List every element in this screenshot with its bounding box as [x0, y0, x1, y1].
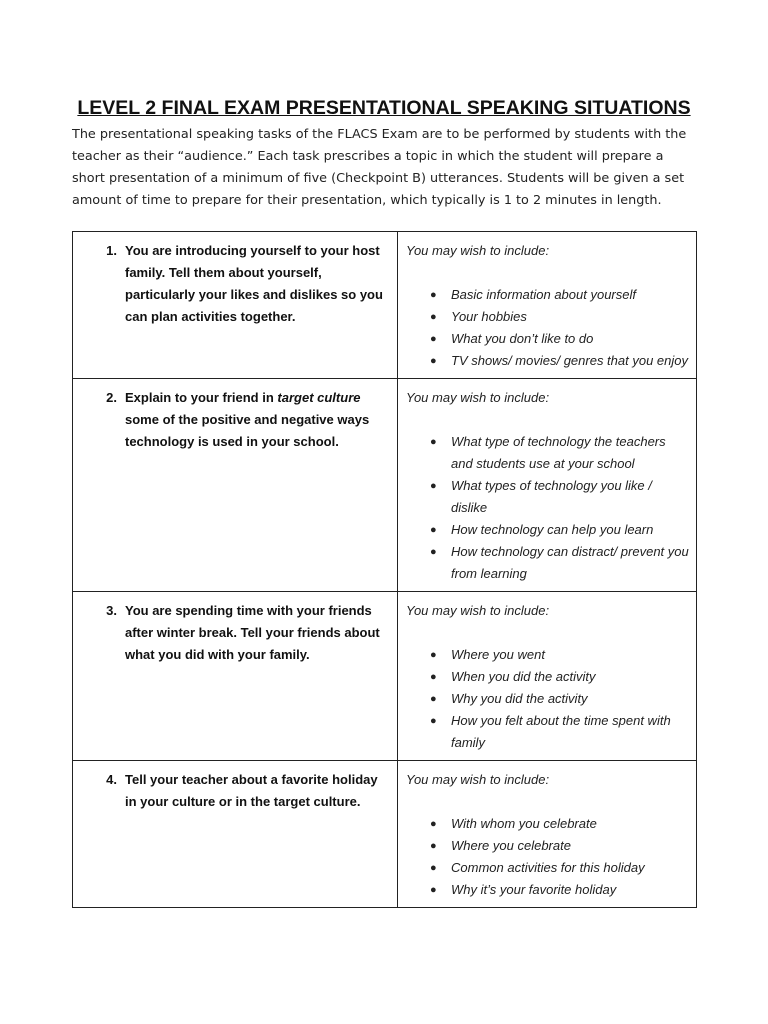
list-item: [406, 813, 690, 835]
include-cell: [398, 232, 697, 379]
bullet-icon: ●: [430, 333, 437, 345]
bullet-icon: ●: [430, 884, 437, 896]
bullet-icon: ●: [430, 311, 437, 323]
list-item: [406, 666, 690, 688]
task-cell: [73, 592, 398, 761]
task-number: 1.: [106, 243, 117, 258]
bullet-icon: ●: [430, 818, 437, 830]
list-item: [406, 541, 690, 585]
list-item: [406, 328, 690, 350]
list-item: [406, 644, 690, 666]
task-text-part: You are introducing yourself to your host family. Tell them about yourself, particularly your likes and dislikes so you can plan activities together.: [125, 243, 383, 324]
list-item: [406, 306, 690, 328]
task-text: [125, 769, 391, 813]
bullet-icon: ●: [430, 862, 437, 874]
include-cell: [398, 761, 697, 908]
suggestion-text: Why it’s your favorite holiday: [451, 882, 617, 897]
suggestion-text: Common activities for this holiday: [451, 860, 645, 875]
suggestion-text: When you did the activity: [451, 669, 596, 684]
suggestion-text: How technology can help you learn: [451, 522, 654, 537]
bullet-icon: ●: [430, 355, 437, 367]
intro-paragraph: The presentational speaking tasks of the FLACS Exam are to be performed by students with the teacher as their “audience.” Each task prescribes a topic in which the student will prepare a short presentation of a minimum of five (Checkpoint B) utterances. Students will be given a set amount of time to prepare for their presentation, which typically is 1 to 2 minutes in length.: [72, 127, 687, 208]
bullet-icon: ●: [430, 289, 437, 301]
table-row: [73, 379, 697, 592]
tasks-table: [72, 231, 697, 908]
bullet-icon: ●: [430, 715, 437, 727]
list-item: [406, 857, 690, 879]
suggestion-list: [406, 644, 690, 754]
task-cell: [73, 232, 398, 379]
bullet-icon: ●: [430, 546, 437, 558]
bullet-icon: ●: [430, 480, 437, 492]
list-item: [406, 284, 690, 306]
include-label: You may wish to include:: [406, 243, 550, 258]
bullet-icon: ●: [430, 524, 437, 536]
page-title: LEVEL 2 FINAL EXAM PRESENTATIONAL SPEAKING SITUATIONS: [77, 97, 691, 119]
task-text-part: some of the positive and negative ways technology is used in your school.: [125, 412, 370, 449]
task-number: 2.: [106, 390, 117, 405]
task-number: 3.: [106, 603, 117, 618]
task-prompt: [81, 240, 391, 328]
task-text-part: Explain to your friend in: [125, 390, 278, 405]
suggestion-text: What types of technology you like / dislike: [451, 478, 652, 515]
suggestion-text: Your hobbies: [451, 309, 527, 324]
suggestion-text: Where you celebrate: [451, 838, 571, 853]
task-text-part: Tell your teacher about a favorite holiday in your culture or in the target culture.: [125, 772, 378, 809]
task-text: [125, 240, 391, 328]
suggestion-text: How technology can distract/ prevent you from learning: [451, 544, 689, 581]
list-item: [406, 835, 690, 857]
suggestion-text: How you felt about the time spent with family: [451, 713, 671, 750]
task-text: [125, 600, 391, 666]
bullet-icon: ●: [430, 840, 437, 852]
bullet-icon: ●: [430, 436, 437, 448]
suggestion-text: Basic information about yourself: [451, 287, 636, 302]
include-label: You may wish to include:: [406, 772, 550, 787]
include-cell: [398, 592, 697, 761]
include-label: You may wish to include:: [406, 603, 550, 618]
suggestion-list: [406, 431, 690, 585]
include-cell: [398, 379, 697, 592]
bullet-icon: ●: [430, 671, 437, 683]
suggestion-text: What type of technology the teachers and students use at your school: [451, 434, 666, 471]
suggestion-text: What you don’t like to do: [451, 331, 594, 346]
suggestion-list: [406, 284, 690, 372]
list-item: [406, 431, 690, 475]
list-item: [406, 350, 690, 372]
table-row: [73, 592, 697, 761]
list-item: [406, 710, 690, 754]
bullet-icon: ●: [430, 693, 437, 705]
task-cell: [73, 379, 398, 592]
task-number: 4.: [106, 772, 117, 787]
task-text: [125, 387, 391, 453]
table-row: [73, 232, 697, 379]
include-label: You may wish to include:: [406, 390, 550, 405]
suggestion-list: [406, 813, 690, 901]
suggestion-text: With whom you celebrate: [451, 816, 597, 831]
suggestion-text: TV shows/ movies/ genres that you enjoy: [451, 353, 689, 368]
list-item: [406, 688, 690, 710]
task-cell: [73, 761, 398, 908]
task-text-emphasis: target culture: [277, 390, 361, 405]
list-item: [406, 519, 690, 541]
list-item: [406, 879, 690, 901]
suggestion-text: Where you went: [451, 647, 545, 662]
task-prompt: [81, 387, 391, 453]
task-prompt: [81, 769, 391, 813]
bullet-icon: ●: [430, 649, 437, 661]
list-item: [406, 475, 690, 519]
table-row: [73, 761, 697, 908]
suggestion-text: Why you did the activity: [451, 691, 588, 706]
task-prompt: [81, 600, 391, 666]
task-text-part: You are spending time with your friends after winter break. Tell your friends about what you did with your family.: [125, 603, 380, 662]
